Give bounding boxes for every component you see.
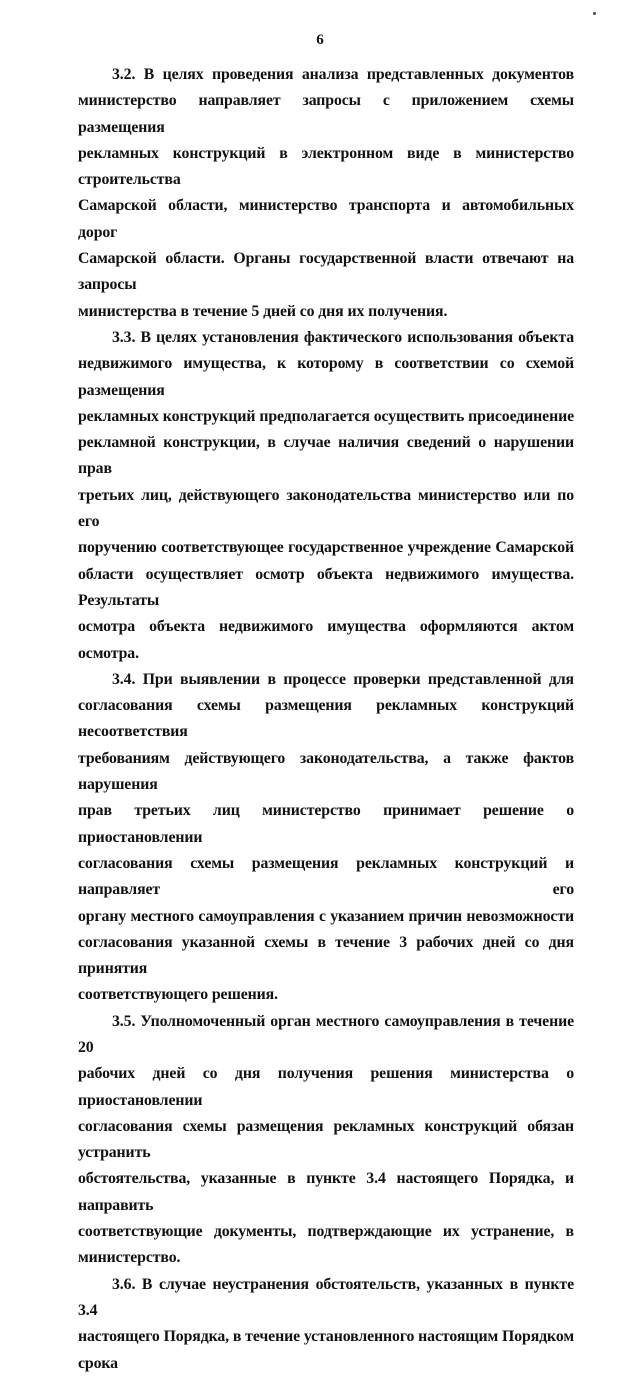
- text-line: недвижимого имущества, к которому в соответствии со схемой размещения: [78, 355, 574, 399]
- text-line: министерства в течение 5 дней со дня их получения.: [78, 302, 448, 320]
- document-body: [78, 62, 574, 1377]
- page-number: 6: [316, 32, 324, 48]
- text-line: соответствующего решения.: [78, 986, 278, 1004]
- text-line: рекламной конструкции, в случае наличия сведений о нарушении прав: [78, 434, 574, 478]
- text-line: 3.4. При выявлении в процессе проверки представленной для: [112, 670, 574, 688]
- text-line: Самарской области, министерство транспорта и автомобильных дорог: [78, 197, 574, 241]
- text-line: третьих лиц, действующего законодательства министерство или по его: [78, 486, 574, 531]
- text-line: требованиям действующего законодательства, а также фактов нарушения: [78, 749, 574, 794]
- text-line: 3.3. В целях установления фактического использования объекта: [112, 328, 574, 346]
- text-line: прав третьих лиц министерство принимает решение о приостановлении: [78, 802, 574, 846]
- text-line: настоящего Порядка, в течение установленного настоящим Порядком срока: [78, 1328, 574, 1372]
- text-line: обстоятельства, указанные в пункте 3.4 настоящего Порядка, и направить: [78, 1170, 574, 1214]
- text-line: поручению соответствующее государственное учреждение Самарской: [78, 539, 574, 557]
- text-line: осмотра объекта недвижимого имущества оформляются актом осмотра.: [78, 618, 574, 662]
- scan-speck: [593, 12, 596, 15]
- text-line: согласования схемы размещения рекламных конструкций обязан устранить: [78, 1117, 574, 1162]
- text-line: 3.5. Уполномоченный орган местного самоуправления в течение 20: [78, 1012, 574, 1056]
- text-line: 3.6. В случае неустранения обстоятельств, указанных в пункте 3.4: [78, 1275, 574, 1319]
- text-line: рекламных конструкций в электронном виде в министерство строительства: [78, 144, 574, 189]
- paragraph-3-6: [78, 1272, 574, 1377]
- text-line: согласования указанной схемы в течение 3 рабочих дней со дня принятия: [78, 933, 574, 978]
- paragraph-3-3: [78, 325, 574, 667]
- text-line: области осуществляет осмотр объекта недвижимого имущества. Результаты: [78, 565, 574, 609]
- text-line: министерство направляет запросы с приложением схемы размещения: [78, 92, 574, 136]
- text-line: рабочих дней со дня получения решения министерства о приостановлении: [78, 1065, 574, 1109]
- text-line: 3.2. В целях проведения анализа представленных документов: [112, 66, 574, 83]
- paragraph-3-2: [78, 62, 574, 325]
- text-line: Самарской области. Органы государственной власти отвечают на запросы: [78, 250, 574, 294]
- text-line: министерство.: [78, 1249, 181, 1267]
- text-line: согласования схемы размещения рекламных конструкций несоответствия: [78, 697, 574, 741]
- paragraph-3-4: [78, 667, 574, 1009]
- text-line: соответствующие документы, подтверждающие их устранение, в: [78, 1223, 574, 1241]
- text-line: рекламных конструкций предполагается осуществить присоединение: [78, 407, 574, 425]
- text-line: органу местного самоуправления с указанием причин невозможности: [78, 907, 574, 925]
- paragraph-3-5: [78, 1009, 574, 1272]
- text-line: согласования схемы размещения рекламных конструкций и направляет его: [78, 854, 574, 899]
